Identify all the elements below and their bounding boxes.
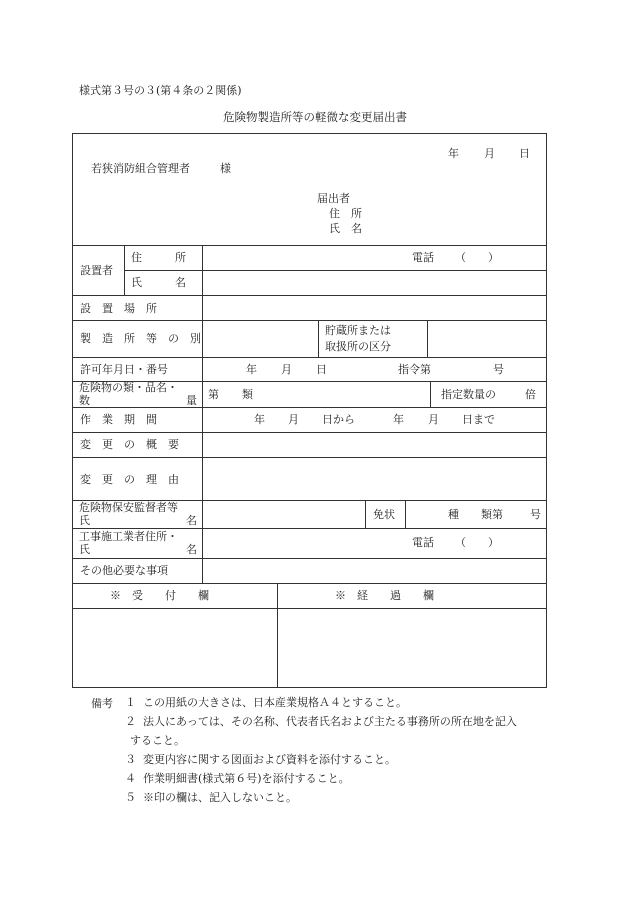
col-divider	[202, 245, 203, 583]
col-divider	[124, 245, 125, 295]
note-text-continuation: すること。	[130, 734, 185, 747]
permit-label: 許可年月日・番号	[80, 363, 168, 376]
work-period-month-1: 月	[288, 413, 299, 426]
col-divider	[427, 320, 428, 357]
permit-number-prefix: 指令第	[398, 363, 431, 376]
applicant-label: 届出者	[317, 192, 350, 205]
row-divider	[72, 457, 547, 458]
permit-number-suffix: 号	[493, 363, 504, 376]
col-divider	[365, 500, 366, 528]
row-divider	[72, 528, 547, 529]
contractor-phone-paren-open: （	[455, 536, 466, 549]
date-day-label: 日	[519, 147, 530, 160]
note-text: この用紙の大きさは、日本産業規格Ａ４とすること。	[143, 696, 407, 709]
hazmat-label-line2-left: 数	[79, 394, 90, 407]
contractor-phone-label: 電話	[412, 536, 434, 549]
permit-day: 日	[316, 363, 327, 376]
row-divider	[72, 583, 547, 584]
times-label: 倍	[525, 388, 536, 401]
row-divider	[72, 357, 547, 358]
contractor-label-line2-left: 氏	[79, 543, 90, 556]
date-month-label: 月	[484, 147, 495, 160]
note-number: ５	[125, 791, 136, 804]
reception-column-header: ※ 受 付 欄	[110, 589, 209, 602]
note-text: ※印の欄は、記入しないこと。	[143, 791, 297, 804]
change-summary-label: 変 更 の 概 要	[80, 438, 179, 451]
supervisor-label-line1: 危険物保安監督者等	[79, 501, 178, 514]
work-period-until: 日まで	[462, 413, 495, 426]
permit-year: 年	[246, 363, 257, 376]
note-number: ４	[125, 772, 136, 785]
row-divider	[72, 608, 547, 609]
form-title: 危険物製造所等の軽微な変更届出書	[223, 110, 407, 124]
row-divider	[72, 558, 547, 559]
note-number: ３	[125, 753, 136, 766]
note-text: 作業明細書(様式第６号)を添付すること。	[143, 772, 350, 785]
applicant-address-label: 住 所	[329, 207, 362, 220]
hazmat-label-line1: 危険物の類・品名・	[79, 381, 178, 394]
row-divider	[72, 320, 547, 321]
storage-division-label-2: 取扱所の区分	[325, 340, 391, 353]
supervisor-label-line2-right: 名	[186, 514, 197, 527]
contractor-phone-paren-close: ）	[488, 536, 499, 549]
work-period-month-2: 月	[428, 413, 439, 426]
col-divider	[405, 500, 406, 528]
row-divider	[72, 407, 547, 408]
license-number-suffix: 号	[530, 508, 541, 521]
installer-phone-paren-close: ）	[488, 251, 499, 264]
work-period-year-1: 年	[254, 413, 265, 426]
hazmat-class-suffix: 類	[242, 388, 253, 401]
installer-phone-paren-open: （	[455, 251, 466, 264]
other-matters-label: その他必要な事項	[80, 564, 168, 577]
notes-label: 備考	[91, 697, 113, 710]
row-divider	[72, 432, 547, 433]
license-kind: 種	[448, 508, 459, 521]
row-divider	[72, 245, 547, 246]
installer-phone-label: 電話	[412, 251, 434, 264]
specified-quantity-label: 指定数量の	[441, 388, 496, 401]
change-reason-label: 変 更 の 理 由	[80, 473, 179, 486]
contractor-label-line1: 工事施工業者住所・	[79, 530, 178, 543]
col-divider	[318, 320, 319, 357]
row-divider	[72, 295, 547, 296]
form-id: 様式第３号の３(第４条の２関係)	[79, 84, 242, 97]
row-divider	[124, 270, 547, 271]
form-table	[72, 133, 547, 688]
date-year-label: 年	[448, 147, 459, 160]
license-label: 免状	[373, 508, 395, 521]
contractor-label-line2-right: 名	[186, 543, 197, 556]
progress-column-header: ※ 経 過 欄	[335, 589, 434, 602]
recipient-honorific: 様	[220, 162, 231, 175]
installer-label: 設置者	[80, 264, 113, 277]
work-period-label: 作 業 期 間	[80, 413, 157, 426]
permit-month: 月	[281, 363, 292, 376]
installer-address-label: 住 所	[131, 251, 186, 264]
col-divider	[277, 583, 278, 688]
col-divider	[430, 381, 431, 407]
work-period-from: 日から	[322, 413, 355, 426]
note-number: ２	[125, 715, 136, 728]
site-label: 設 置 場 所	[80, 302, 157, 315]
applicant-name-label: 氏 名	[329, 222, 362, 235]
facility-type-label: 製 造 所 等 の 別	[80, 332, 201, 345]
supervisor-label-line2-left: 氏	[79, 514, 90, 527]
hazmat-label-line2-right: 量	[186, 394, 197, 407]
note-number: １	[125, 696, 136, 709]
storage-division-label-1: 貯蔵所または	[325, 324, 391, 337]
license-number: 類第	[481, 508, 503, 521]
installer-name-label: 氏 名	[131, 276, 186, 289]
hazmat-class-prefix: 第	[208, 388, 219, 401]
work-period-year-2: 年	[393, 413, 404, 426]
note-text: 法人にあっては、その名称、代表者氏名および主たる事務所の所在地を記入	[143, 715, 517, 728]
note-text: 変更内容に関する図面および資料を添付すること。	[143, 753, 396, 766]
recipient: 若狭消防組合管理者	[91, 162, 190, 175]
